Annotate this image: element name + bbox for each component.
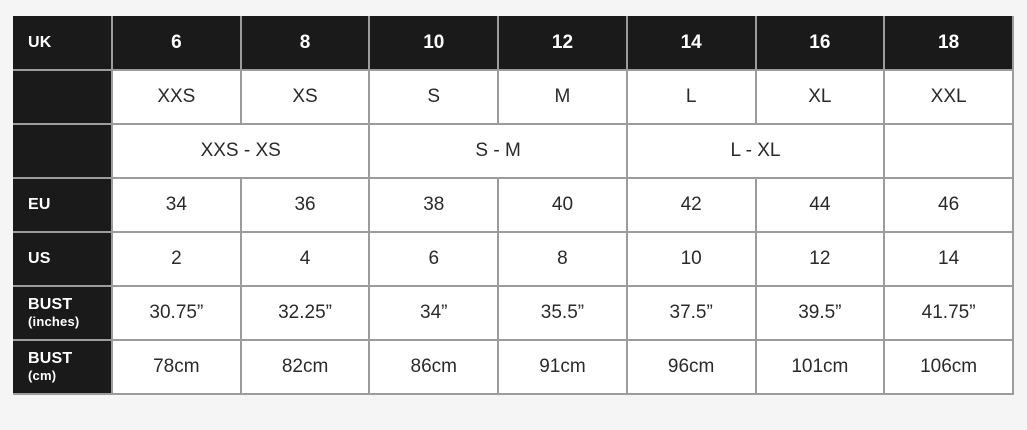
letter-size-cell: L [627,70,756,124]
row-label-size-ranges [13,124,112,178]
row-label-bust-inches-line1: BUST [28,296,73,314]
table-row-uk [13,16,1013,70]
bust-cm-cell: 82cm [241,340,370,394]
bust-inches-cell: 41.75” [884,286,1013,340]
bust-cm-cell: 86cm [369,340,498,394]
table-row-bust-cm [13,340,1013,394]
table-row-letter-sizes [13,70,1013,124]
letter-size-cell: S [369,70,498,124]
eu-size-cell: 42 [627,178,756,232]
bust-inches-cell: 37.5” [627,286,756,340]
bust-cm-cell: 78cm [112,340,241,394]
bust-cm-cell: 106cm [884,340,1013,394]
bust-inches-cell: 32.25” [241,286,370,340]
letter-size-cell: XS [241,70,370,124]
bust-inches-cell: 30.75” [112,286,241,340]
uk-size-cell: 12 [498,16,627,70]
row-label-bust-cm-line1: BUST [28,350,73,368]
us-size-cell: 8 [498,232,627,286]
row-label-us: US [13,232,112,286]
uk-size-cell: 6 [112,16,241,70]
row-label-bust-inches [13,286,112,340]
uk-size-cell: 16 [756,16,885,70]
bust-inches-cell: 34” [369,286,498,340]
uk-size-cell: 14 [627,16,756,70]
us-size-cell: 2 [112,232,241,286]
row-label-bust-inches-line2: (inches) [28,313,80,329]
letter-size-cell: XL [756,70,885,124]
row-label-uk: UK [13,16,112,70]
eu-size-cell: 36 [241,178,370,232]
letter-size-cell: XXL [884,70,1013,124]
size-range-cell: L - XL [627,124,884,178]
size-range-cell: XXS - XS [112,124,369,178]
uk-size-cell: 8 [241,16,370,70]
uk-size-cell: 10 [369,16,498,70]
size-chart-table [13,16,1014,395]
table-row-bust-inches [13,286,1013,340]
row-label-letter-sizes [13,70,112,124]
letter-size-cell: M [498,70,627,124]
row-label-bust-cm-line2: (cm) [28,367,57,383]
bust-inches-cell: 35.5” [498,286,627,340]
eu-size-cell: 44 [756,178,885,232]
us-size-cell: 12 [756,232,885,286]
letter-size-cell: XXS [112,70,241,124]
us-size-cell: 4 [241,232,370,286]
bust-cm-cell: 96cm [627,340,756,394]
uk-size-cell: 18 [884,16,1013,70]
eu-size-cell: 40 [498,178,627,232]
eu-size-cell: 34 [112,178,241,232]
us-size-cell: 6 [369,232,498,286]
us-size-cell: 14 [884,232,1013,286]
table-row-size-ranges [13,124,1013,178]
eu-size-cell: 38 [369,178,498,232]
bust-inches-cell: 39.5” [756,286,885,340]
table-row-us [13,232,1013,286]
bust-cm-cell: 91cm [498,340,627,394]
row-label-eu: EU [13,178,112,232]
us-size-cell: 10 [627,232,756,286]
eu-size-cell: 46 [884,178,1013,232]
size-range-cell-empty [884,124,1013,178]
table-row-eu [13,178,1013,232]
size-range-cell: S - M [369,124,626,178]
row-label-bust-cm [13,340,112,394]
bust-cm-cell: 101cm [756,340,885,394]
